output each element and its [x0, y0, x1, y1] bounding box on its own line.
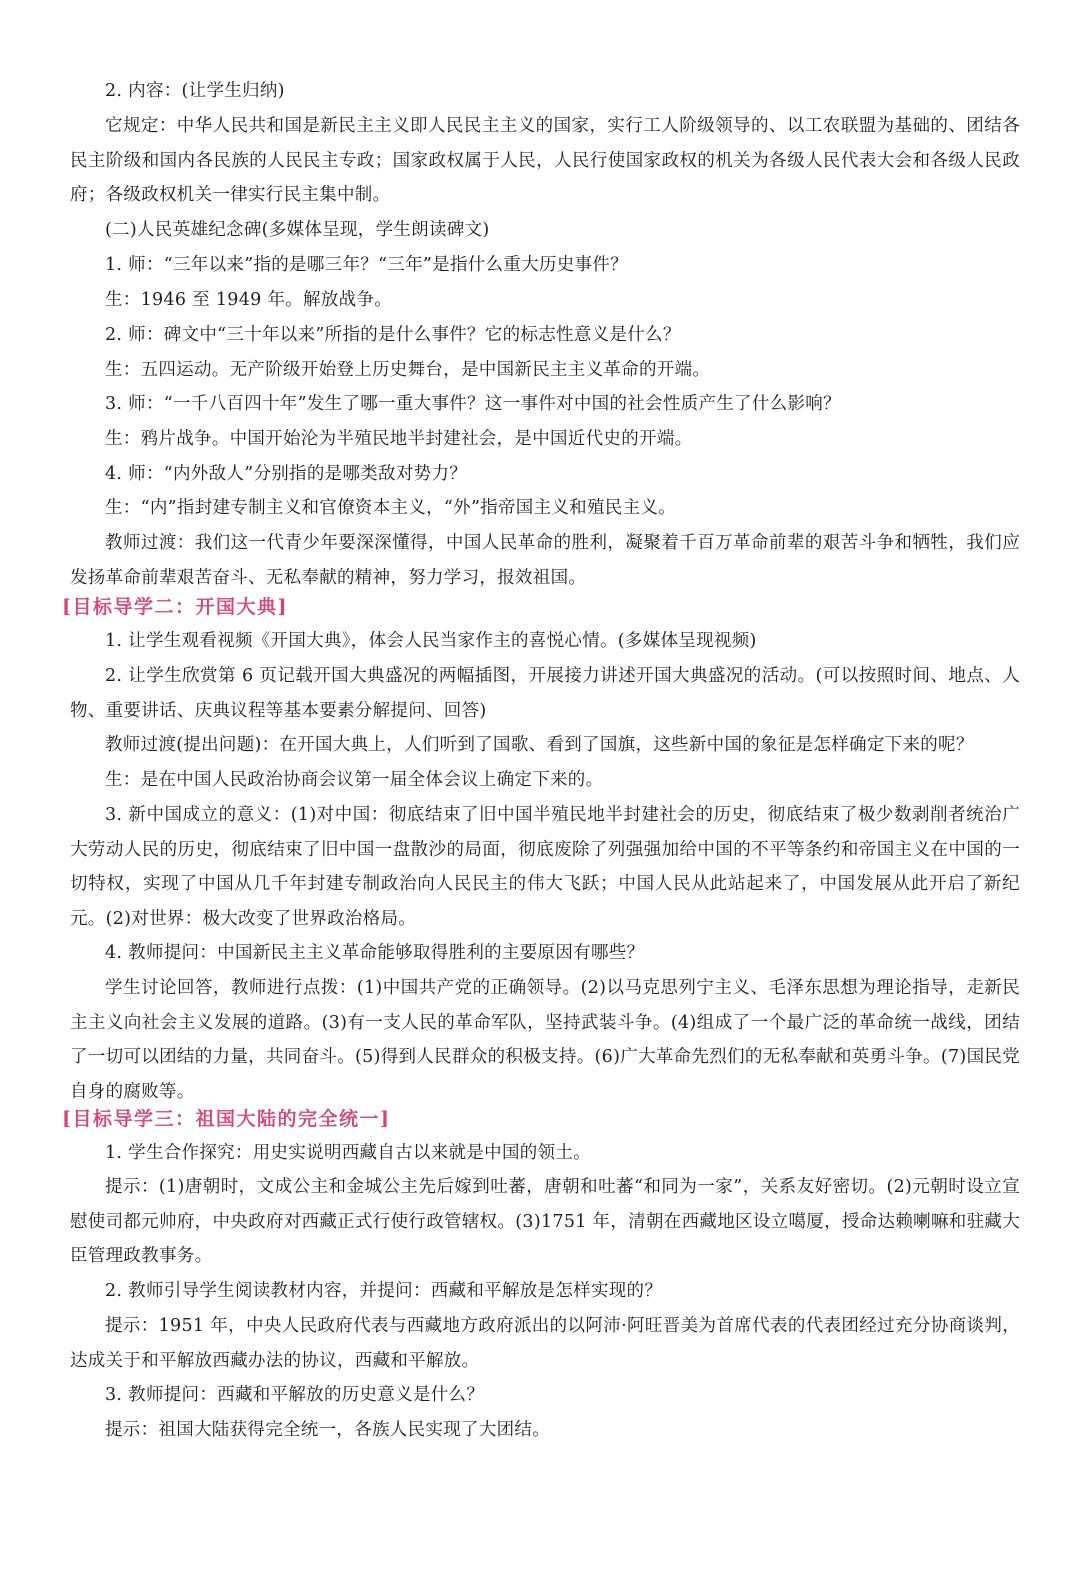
student-answer: 生：1946 至 1949 年。解放战争。 — [105, 290, 393, 310]
teacher-transition: 教师过渡(提出问题)：在开国大典上，人们听到了国歌、看到了国旗，这些新中国的象征是怎样确定下来的呢？ — [105, 735, 974, 755]
teacher-question: 1. 师：“三年以来”指的是哪三年？“三年”是指什么重大历史事件？ — [105, 255, 628, 275]
student-answer: 生：鸦片战争。中国开始沦为半殖民地半封建社会，是中国近代史的开端。 — [105, 429, 693, 449]
teacher-question: 4. 师：“内外敌人”分别指的是哪类敌对势力？ — [105, 464, 468, 484]
teacher-question: 4. 教师提问：中国新民主主义革命能够取得胜利的主要原因有哪些？ — [105, 943, 645, 963]
section-content-item: 2. 内容：(让学生归纳) — [105, 81, 285, 101]
significance-paragraph: 3. 新中国成立的意义：(1)对中国：彻底结束了旧中国半殖民地半封建社会的历史，彻底结束了极少数剥削者统治广大劳动人民的历史，彻底结束了旧中国一盘散沙的局面，彻底废除了列强强加给中国的不平等条约和帝国主义在中国的一切特权，实现了中国从几千年封建专制政治向人民民主的伟大飞跃；中国人民从此站起来了，中国发展从此开启了新纪元。(2)对世界：极大改变了世界政治格局。 — [70, 805, 1020, 929]
activity-item: 2. 让学生欣赏第 6 页记载开国大典盛况的两幅插图，开展接力讲述开国大典盛况的活动。(可以按照时间、地点、人物、重要讲话、庆典议程等基本要素分解提问、回答) — [70, 666, 1020, 721]
teacher-question: 3. 师：“一千八百四十年”发生了哪一重大事件？这一事件对中国的社会性质产生了什么影响？ — [105, 394, 841, 414]
teacher-question: 2. 教师引导学生阅读教材内容，并提问：西藏和平解放是怎样实现的？ — [105, 1281, 663, 1301]
paragraph-constitution-content: 它规定：中华人民共和国是新民主主义即人民民主主义的国家，实行工人阶级领导的、以工农联盟为基础的、团结各民主阶级和国内各民族的人民民主专政；国家政权属于人民，人民行使国家政权的机关为各级人民代表大会和各级人民政府；各级政权机关一律实行民主集中制。 — [70, 116, 1020, 205]
section-heading-unification: [目标导学三：祖国大陆的完全统一] — [62, 1108, 391, 1130]
section-heading-founding-ceremony: [目标导学二：开国大典] — [62, 596, 288, 618]
activity-item: 1. 让学生观看视频《开国大典》，体会人民当家作主的喜悦心情。(多媒体呈现视频) — [105, 631, 757, 651]
hint-paragraph: 提示：1951 年，中央人民政府代表与西藏地方政府派出的以阿沛·阿旺晋美为首席代表的代表团经过充分协商谈判，达成关于和平解放西藏办法的协议，西藏和平解放。 — [70, 1316, 1020, 1371]
subsection-title-monument: (二)人民英雄纪念碑(多媒体呈现，学生朗读碑文) — [105, 220, 490, 240]
student-answer: 生：是在中国人民政治协商会议第一届全体会议上确定下来的。 — [105, 770, 604, 790]
teacher-transition: 教师过渡：我们这一代青少年要深深懂得，中国人民革命的胜利，凝聚着千百万革命前辈的艰苦斗争和牺牲，我们应发扬革命前辈艰苦奋斗、无私奉献的精神，努力学习，报效祖国。 — [70, 533, 1020, 588]
hint-paragraph: 提示：祖国大陆获得完全统一，各族人民实现了大团结。 — [105, 1420, 550, 1440]
teacher-question: 2. 师：碑文中“三十年以来”所指的是什么事件？它的标志性意义是什么？ — [105, 325, 681, 345]
teacher-question: 3. 教师提问：西藏和平解放的历史意义是什么？ — [105, 1385, 485, 1405]
discussion-answer: 学生讨论回答，教师进行点拨：(1)中国共产党的正确领导。(2)以马克思列宁主义、毛泽东思想为理论指导，走新民主主义向社会主义发展的道路。(3)有一支人民的革命军队，坚持武装斗争。(4)组成了一个最广泛的革命统一战线，团结了一切可以团结的力量，共同奋斗。(5)得到人民群众的积极支持。(6)广大革命先烈们的无私奉献和英勇斗争。(7)国民党自身的腐败等。 — [70, 978, 1020, 1102]
student-answer: 生：五四运动。无产阶级开始登上历史舞台，是中国新民主主义革命的开端。 — [105, 360, 711, 380]
hint-paragraph: 提示：(1)唐朝时，文成公主和金城公主先后嫁到吐蕃，唐朝和吐蕃“和同为一家”，关系友好密切。(2)元朝时设立宣慰使司都元帅府，中央政府对西藏正式行使行政管辖权。(3)1751 年，清朝在西藏地区设立噶厦，授命达赖喇嘛和驻藏大臣管理政教事务。 — [70, 1177, 1020, 1266]
student-answer: 生：“内”指封建专制主义和官僚资本主义，“外”指帝国主义和殖民主义。 — [105, 498, 676, 518]
activity-item: 1. 学生合作探究：用史实说明西藏自古以来就是中国的领土。 — [105, 1143, 591, 1163]
